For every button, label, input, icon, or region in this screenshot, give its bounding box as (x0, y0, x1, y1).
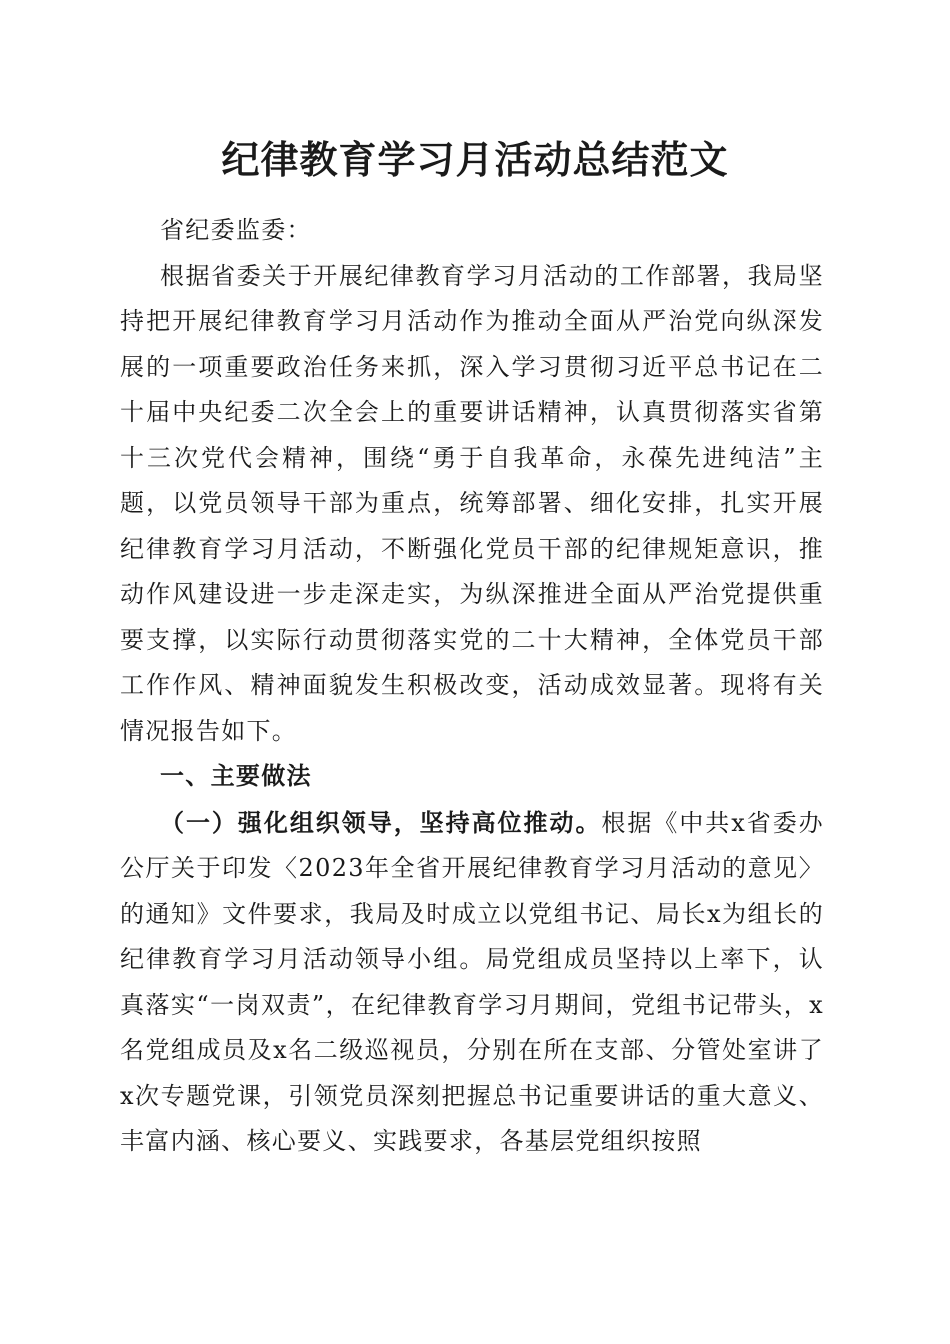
subsection-text: 根据《中共x省委办公厅关于印发〈2023年全省开展纪律教育学习月活动的意见〉的通知》文件要求，我局及时成立以党组书记、局长x为组长的纪律教育学习月活动领导小组。局党组成员坚持以上率下，认真落实“一岗双责”，在纪律教育学习月期间，党组书记带头，x名党组成员及x名二级巡视员，分别在所在支部、分管处室讲了x次专题党课，引领党员深刻把握总书记重要讲话的重大意义、丰富内涵、核心要义、实践要求，各基层党组织按照 (120, 808, 824, 1155)
document-title: 纪律教育学习月活动总结范文 (221, 137, 729, 182)
document-body (120, 208, 824, 1165)
section-heading: 一、主要做法 (160, 762, 312, 790)
subsection-paragraph (120, 800, 824, 1165)
subsection-lead: （一）强化组织领导，坚持高位推动。 (160, 807, 602, 837)
intro-paragraph: 根据省委关于开展纪律教育学习月活动的工作部署，我局坚持把开展纪律教育学习月活动作为推动全面从严治党向纵深发展的一项重要政治任务来抓，深入学习贯彻习近平总书记在二十届中央纪委二次全会上的重要讲话精神，认真贯彻落实省第十三次党代会精神，围绕“勇于自我革命，永葆先进纯洁”主题，以党员领导干部为重点，统筹部署、细化安排，扎实开展纪律教育学习月活动，不断强化党员干部的纪律规矩意识，推动作风建设进一步走深走实，为纵深推进全面从严治党提供重要支撑，以实际行动贯彻落实党的二十大精神，全体党员干部工作作风、精神面貌发生积极改变，活动成效显著。现将有关情况报告如下。 (120, 261, 824, 745)
salutation: 省纪委监委： (160, 216, 312, 244)
